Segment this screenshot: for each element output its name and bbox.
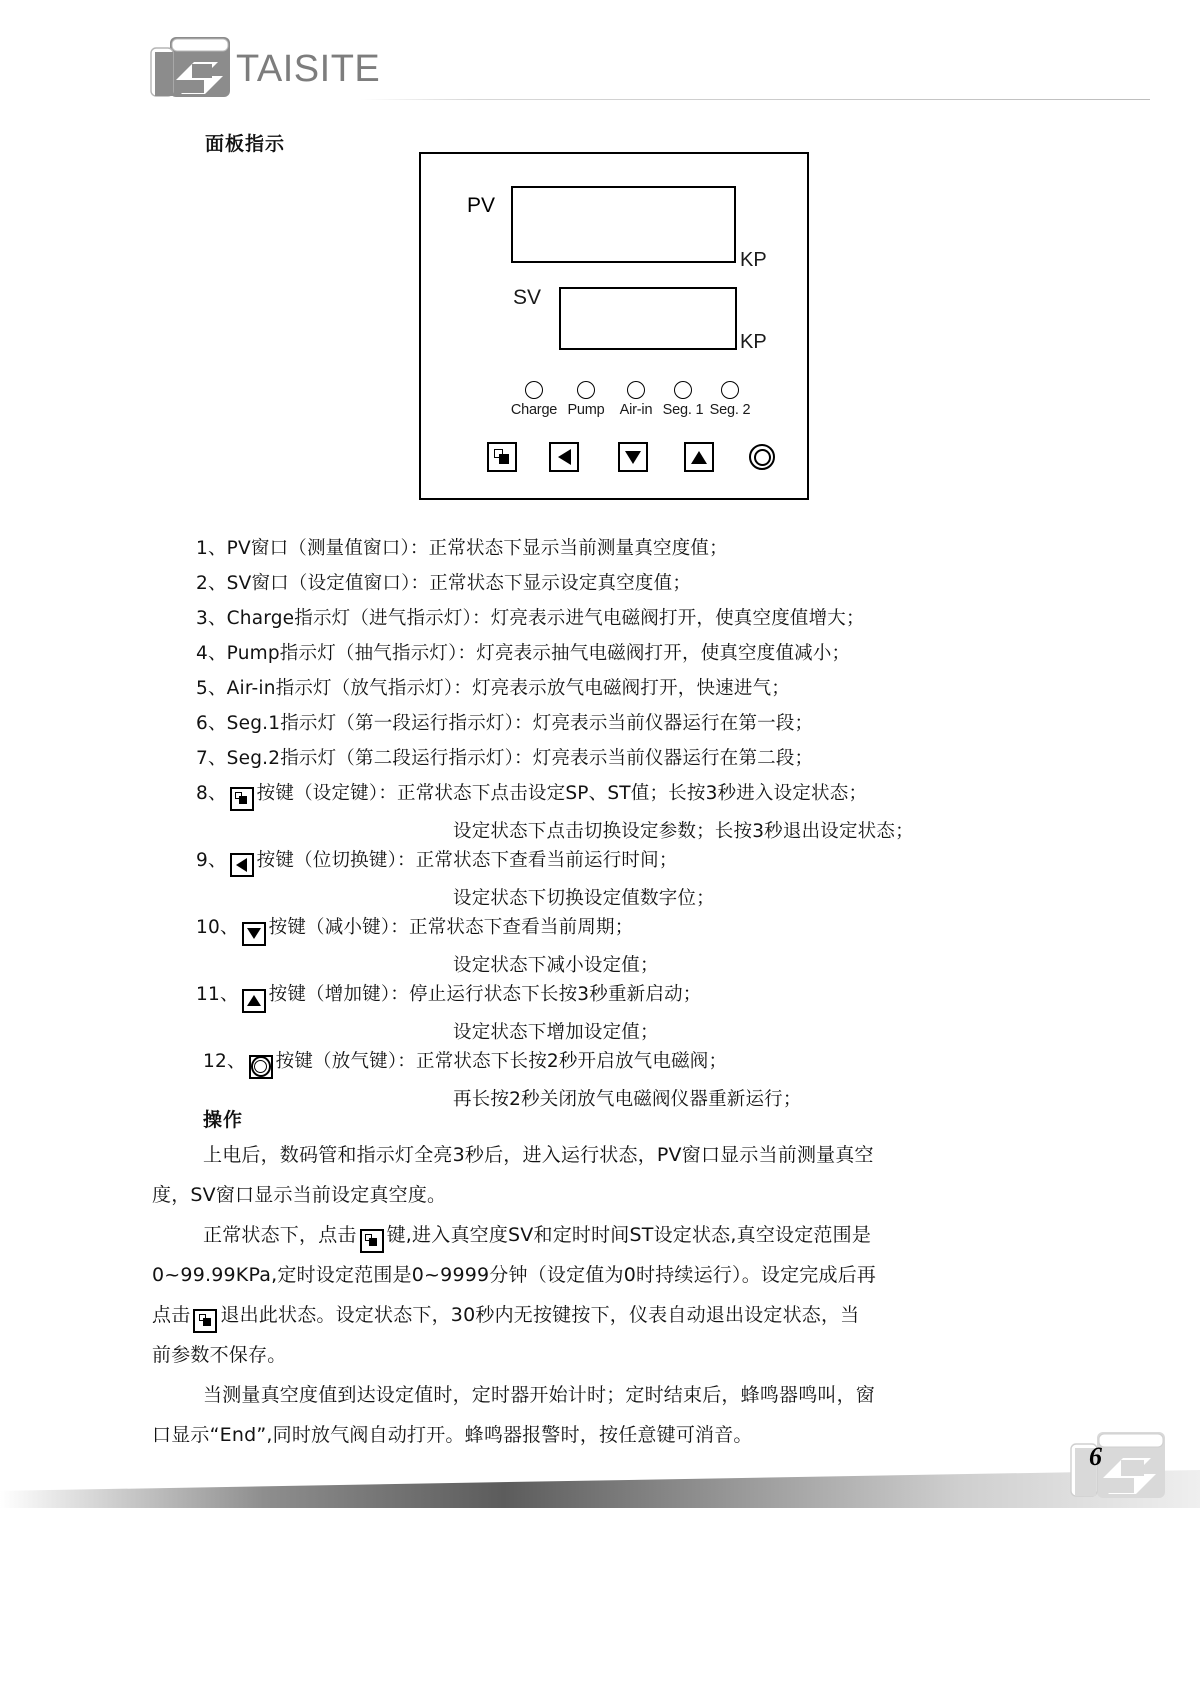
list-subline: 设定状态下减小设定值； (453, 955, 659, 976)
set-key-icon (365, 1234, 378, 1247)
list-item-key-air (203, 1052, 727, 1079)
list-subline: 设定状态下点击切换设定参数；长按3秒退出设定状态； (453, 821, 914, 842)
pv-display-window (511, 186, 736, 263)
up-arrow-icon (247, 995, 261, 1006)
list-item (196, 609, 865, 629)
set-key-icon (199, 1314, 212, 1327)
list-number: 1、 (196, 538, 227, 559)
list-item-key-up (196, 985, 701, 1013)
operation-paragraph-line: 当测量真空度值到达设定值时，定时器开始计时；定时结束后，蜂鸣器鸣叫，窗 (203, 1384, 876, 1406)
list-number: 3、 (196, 608, 227, 629)
list-item-key-down (196, 918, 633, 946)
list-number: 4、 (196, 643, 227, 664)
pump-led-icon (577, 381, 595, 399)
footer-logo-icon (1067, 1428, 1172, 1506)
list-item (196, 574, 691, 594)
list-subline: 设定状态下增加设定值； (453, 1022, 659, 1043)
air-release-button[interactable] (747, 442, 777, 472)
list-text: Pump指示灯（抽气指示灯）：灯亮表示抽气电磁阀打开，使真空度值减小； (226, 643, 851, 664)
set-key-icon (235, 792, 248, 805)
list-subline: 再长按2秒关闭放气电磁阀仪器重新运行； (453, 1089, 802, 1110)
list-number: 5、 (196, 678, 227, 699)
indicator-led-row (510, 381, 751, 431)
operation-paragraph-line: 上电后，数码管和指示灯全亮3秒后，进入运行状态，PV窗口显示当前测量真空 (203, 1144, 874, 1166)
down-arrow-icon (625, 451, 641, 464)
list-item (196, 679, 790, 699)
set-button[interactable] (487, 442, 517, 472)
list-text: Seg.2指示灯（第二段运行指示灯）：灯亮表示当前仪器运行在第二段； (226, 748, 814, 769)
brand-logo (148, 34, 381, 106)
list-item (196, 749, 813, 769)
led-label: Seg. 1 (662, 402, 704, 418)
list-number: 9、 (196, 850, 227, 871)
air-in-led-icon (627, 381, 645, 399)
list-number: 6、 (196, 713, 227, 734)
list-number: 2、 (196, 573, 227, 594)
ring-key-icon (749, 444, 775, 470)
air-release-key-button[interactable] (249, 1055, 273, 1079)
operation-paragraph-line (203, 1220, 871, 1253)
list-item-key-shift (196, 851, 678, 877)
list-text: 按键（设定键）：正常状态下点击设定SP、ST值；长按3秒进入设定状态； (256, 783, 868, 804)
decrease-key-button[interactable] (242, 922, 266, 946)
paragraph-text: 正常状态下，点击 (203, 1224, 357, 1246)
led-label: Air-in (619, 402, 653, 418)
paragraph-text: 键,进入真空度SV和定时时间ST设定状态,真空设定范围是 (386, 1224, 872, 1246)
page-title: 面板指示 (205, 133, 286, 155)
list-number: 7、 (196, 748, 227, 769)
operation-heading: 操作 (203, 1109, 244, 1131)
decrease-button[interactable] (618, 442, 648, 472)
list-number: 11、 (196, 984, 239, 1005)
led-label: Charge (510, 402, 558, 418)
sv-display-window (559, 287, 737, 350)
seg2-led-icon (721, 381, 739, 399)
set-key-button-inline[interactable] (193, 1309, 217, 1333)
operation-paragraph-line (152, 1300, 859, 1333)
list-text: Charge指示灯（进气指示灯）：灯亮表示进气电磁阀打开，使真空度值增大； (226, 608, 865, 629)
operation-paragraph-line: 前参数不保存。 (152, 1344, 287, 1366)
led-seg-2 (700, 381, 760, 418)
set-key-button[interactable] (230, 787, 254, 811)
list-number: 12、 (203, 1051, 246, 1072)
sv-label: SV (513, 286, 542, 309)
up-arrow-icon (691, 451, 707, 464)
list-text: 按键（增加键）：停止运行状态下长按3秒重新启动； (268, 984, 702, 1005)
page-number: 6 (1089, 1442, 1102, 1471)
control-panel-diagram (419, 152, 809, 500)
left-arrow-icon (558, 449, 571, 465)
operation-paragraph-line: 口显示“End”,同时放气阀自动打开。蜂鸣器报警时，按任意键可消音。 (152, 1424, 753, 1446)
operation-paragraph-line: 度，SV窗口显示当前设定真空度。 (152, 1184, 447, 1206)
taisite-logo-icon (148, 34, 238, 106)
list-text: 按键（放气键）：正常状态下长按2秒开启放气电磁阀； (275, 1051, 728, 1072)
pv-label: PV (467, 194, 496, 217)
list-text: Air-in指示灯（放气指示灯）：灯亮表示放气电磁阀打开，快速进气； (226, 678, 790, 699)
set-key-icon (494, 449, 510, 465)
list-text: SV窗口（设定值窗口）：正常状态下显示设定真空度值； (226, 573, 692, 594)
sv-unit-label: KP (740, 331, 767, 353)
footer-gradient-bar (0, 1470, 1200, 1508)
list-text: PV窗口（测量值窗口）：正常状态下显示当前测量真空度值； (226, 538, 728, 559)
operation-paragraph-line: 0~99.99KPa,定时设定范围是0~9999分钟（设定值为0时持续运行）。设定完成后再 (152, 1264, 877, 1286)
page-header (0, 0, 1200, 120)
panel-button-row (487, 442, 777, 482)
seg1-led-icon (674, 381, 692, 399)
increase-key-button[interactable] (242, 989, 266, 1013)
list-item (196, 539, 728, 559)
list-text: Seg.1指示灯（第一段运行指示灯）：灯亮表示当前仪器运行在第一段； (226, 713, 814, 734)
ring-key-icon (251, 1056, 271, 1077)
list-item (196, 714, 813, 734)
led-charge (504, 381, 564, 418)
pv-unit-label: KP (740, 249, 767, 271)
led-label: Seg. 2 (709, 402, 751, 418)
list-subline: 设定状态下切换设定值数字位； (453, 888, 715, 909)
list-item-key-set (196, 784, 867, 811)
list-text: 按键（位切换键）：正常状态下查看当前运行时间； (256, 850, 678, 871)
left-arrow-icon (236, 858, 247, 872)
list-item (196, 644, 850, 664)
shift-button[interactable] (549, 442, 579, 472)
led-label: Pump (567, 402, 605, 418)
list-number: 10、 (196, 917, 239, 938)
shift-key-button[interactable] (230, 853, 254, 877)
increase-button[interactable] (684, 442, 714, 472)
paragraph-text: 退出此状态。设定状态下，30秒内无按键按下，仪表自动退出设定状态，当 (220, 1304, 860, 1326)
header-divider (360, 99, 1150, 100)
list-text: 按键（减小键）：正常状态下查看当前周期； (268, 917, 634, 938)
list-number: 8、 (196, 783, 227, 804)
brand-name: TAISITE (236, 48, 381, 90)
set-key-button-inline[interactable] (360, 1229, 384, 1253)
charge-led-icon (525, 381, 543, 399)
down-arrow-icon (247, 928, 261, 939)
paragraph-text: 点击 (152, 1304, 191, 1326)
